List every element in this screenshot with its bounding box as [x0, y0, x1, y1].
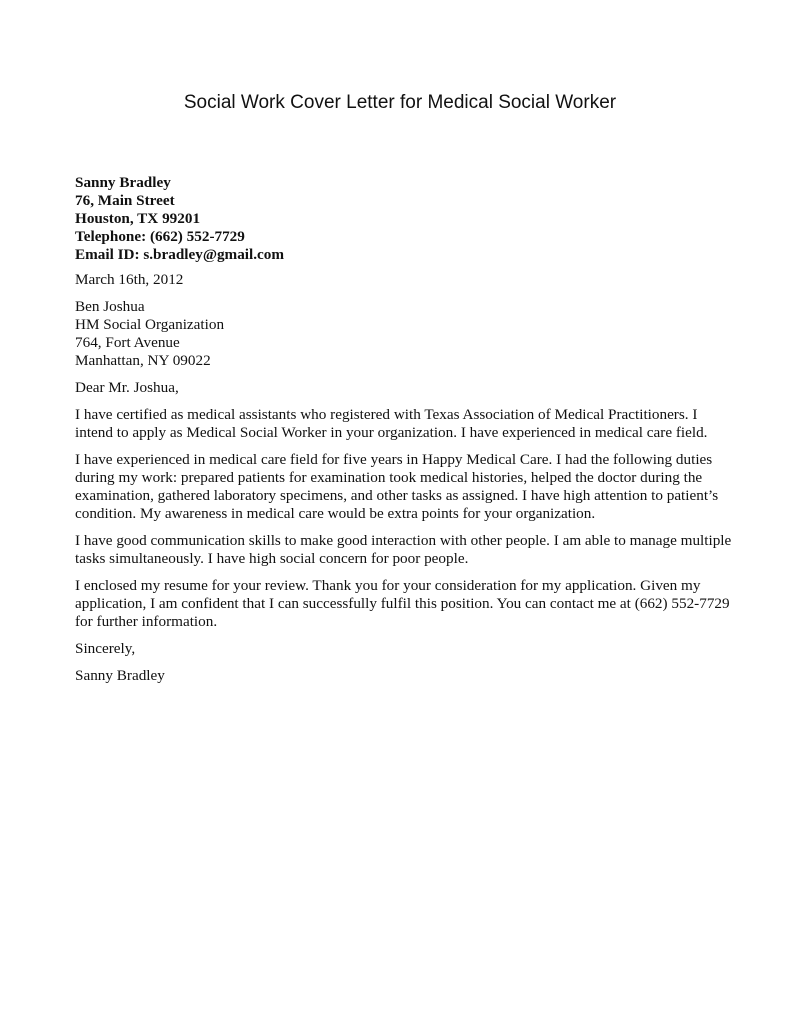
paragraph-text: I have certified as medical assistants who registered with Texas Association of Medical Practitioners. I intend to apply as Medical Social Worker in your organization. I have experienced in medical care field.	[75, 406, 708, 441]
recipient-name: Ben Joshua	[75, 298, 145, 315]
sender-city: Houston, TX 99201	[75, 210, 201, 227]
document-title: Social Work Cover Letter for Medical Social Worker	[183, 92, 617, 113]
recipient-address-block	[75, 298, 735, 370]
paragraph-text: I have experienced in medical care field for five years in Happy Medical Care. I had the following duties during my work: prepared patients for examination took medical histories, helped the doctor during the examination, gathered laboratory specimens, and other tasks as assigned. I have high attention to patient’s condition. My awareness in medical care would be extra points for your organization.	[75, 451, 719, 522]
sender-address-block	[75, 174, 735, 264]
recipient-organization: HM Social Organization	[75, 316, 225, 333]
paragraph-text: I have good communication skills to make good interaction with other people. I am able to manage multiple tasks simultaneously. I have high social concern for poor people.	[75, 532, 732, 567]
closing: Sincerely,	[75, 640, 136, 657]
sender-telephone: Telephone: (662) 552-7729	[75, 228, 245, 245]
body-paragraph-3	[75, 532, 735, 568]
sender-email: Email ID: s.bradley@gmail.com	[75, 246, 285, 263]
signature-name: Sanny Bradley	[75, 667, 165, 684]
letter-body	[75, 174, 735, 685]
letter-date: March 16th, 2012	[75, 271, 184, 288]
body-paragraph-1	[75, 406, 735, 442]
body-paragraph-2	[75, 451, 735, 523]
recipient-city: Manhattan, NY 09022	[75, 352, 211, 369]
salutation: Dear Mr. Joshua,	[75, 379, 179, 396]
body-paragraph-4	[75, 577, 735, 631]
paragraph-text: I enclosed my resume for your review. Thank you for your consideration for my application. Given my application, I am confident that I can successfully fulfil this position. You can contact me at (662) 552-7729 for further information.	[75, 577, 730, 630]
sender-street: 76, Main Street	[75, 192, 175, 209]
sender-name: Sanny Bradley	[75, 174, 171, 191]
recipient-street: 764, Fort Avenue	[75, 334, 180, 351]
